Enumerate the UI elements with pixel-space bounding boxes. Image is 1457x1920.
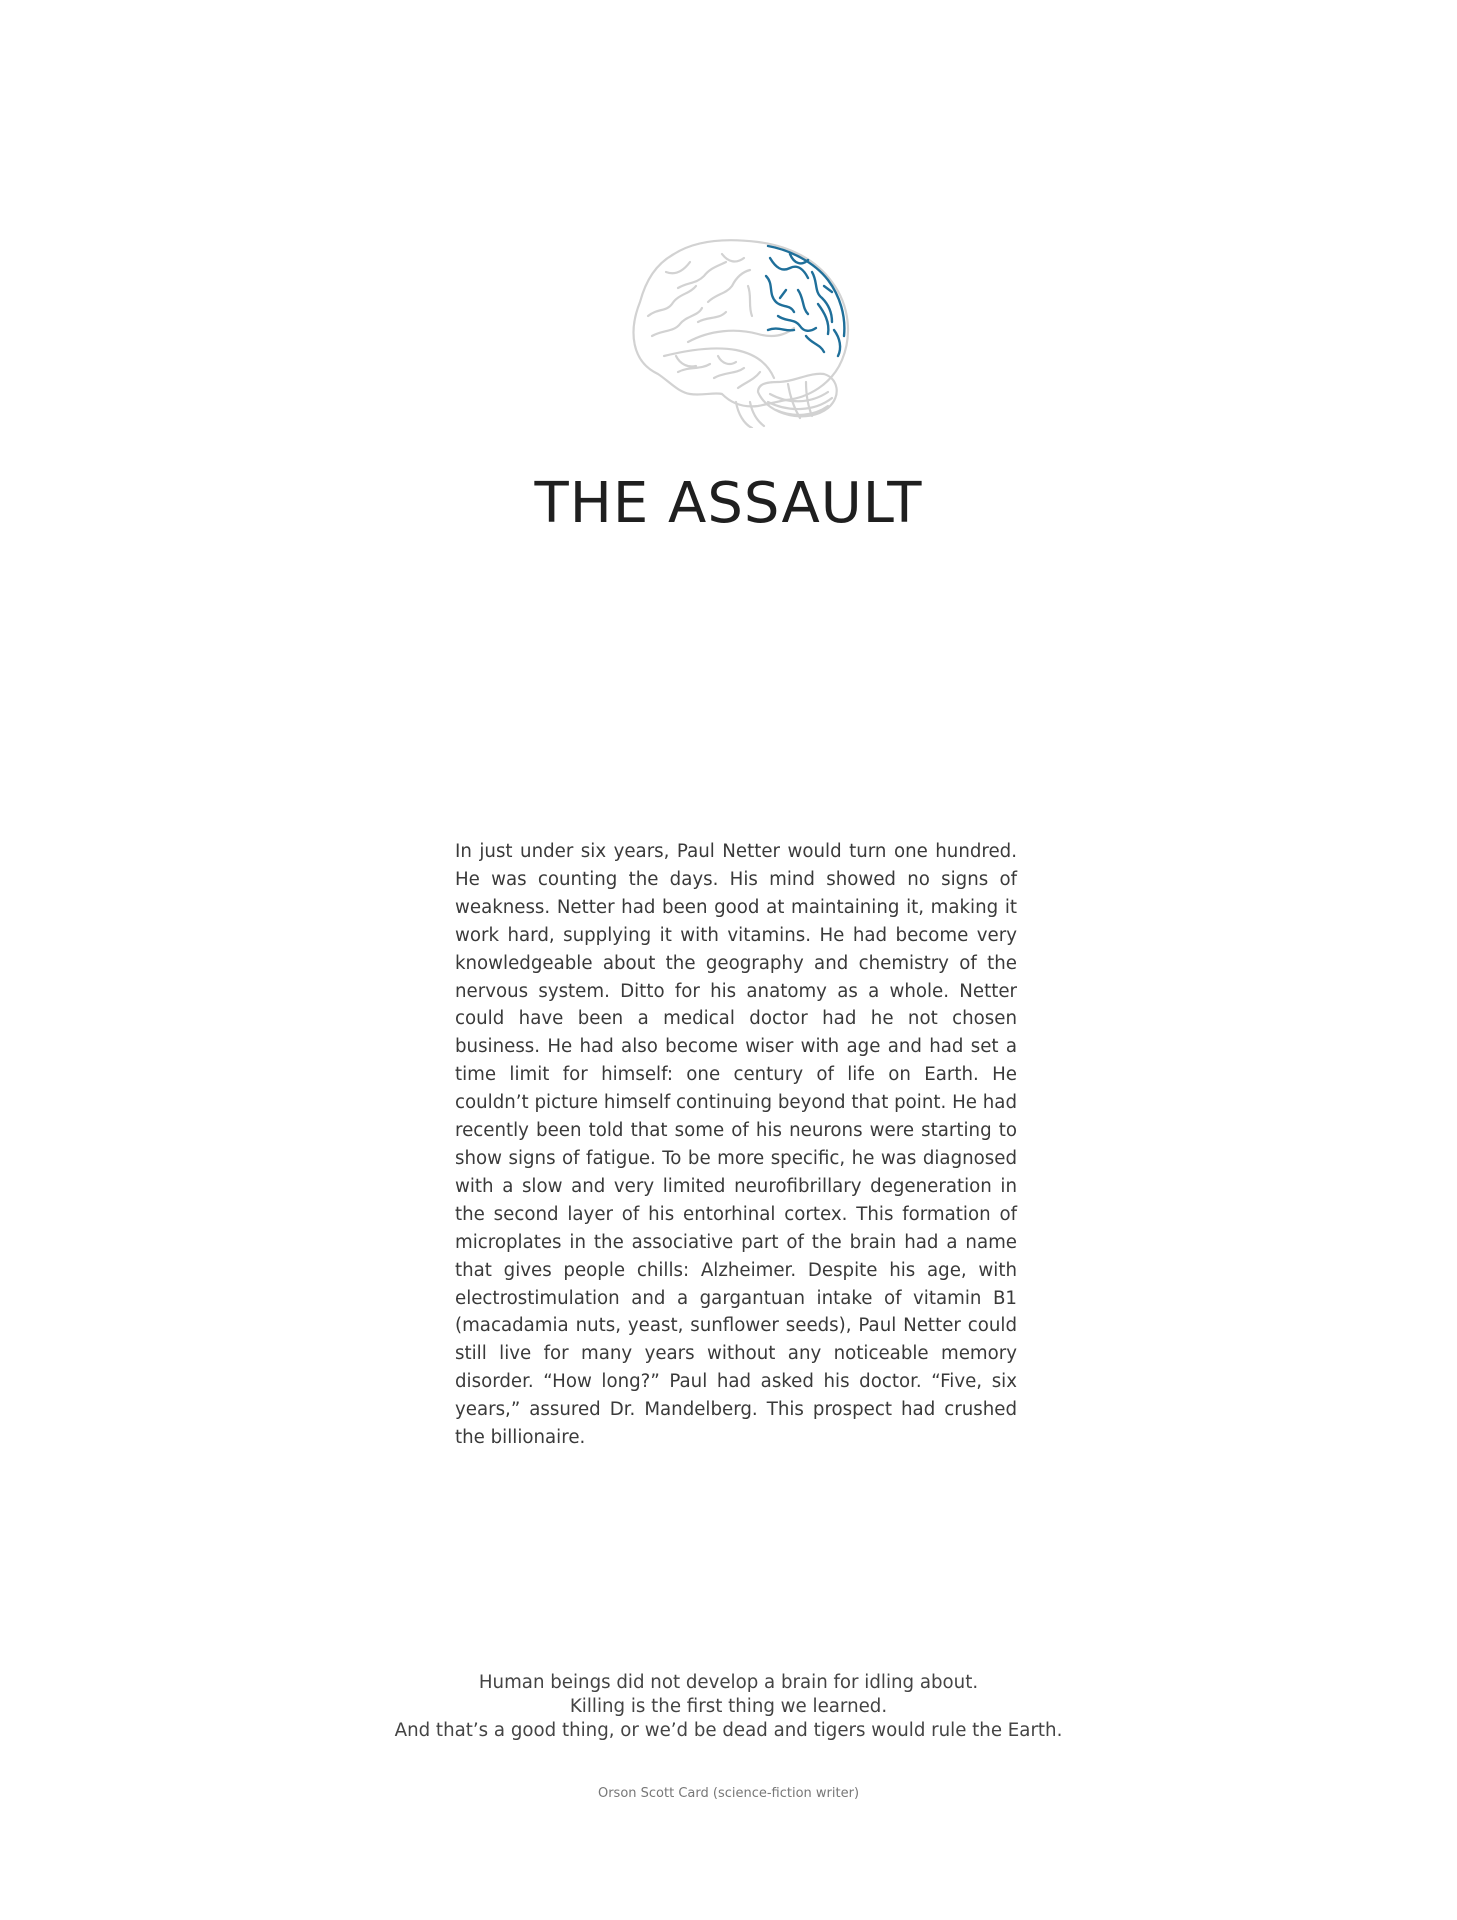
epigraph-line-3: And that’s a good thing, or we’d be dead and tigers would rule the Earth. xyxy=(394,1720,1063,1741)
chapter-title: THE ASSAULT xyxy=(534,471,923,536)
epigraph-attribution: Orson Scott Card (science-fiction writer) xyxy=(597,1786,860,1801)
epigraph-line-1: Human beings did not develop a brain for idling about. xyxy=(478,1672,979,1693)
body-paragraph: In just under six years, Paul Netter would turn one hundred. He was counting the days. His mind showed no signs of weakness. Netter had been good at maintaining it, making it work hard, supplying it with vitamins. He had become very knowledgeable about the geography and chemistry of the nervous system. Ditto for his anatomy as a whole. Netter could have been a medical doctor had he not chosen business. He had also become wiser with age and had set a time limit for himself: one century of life on Earth. He couldn’t picture himself continuing beyond that point. He had recently been told that some of his neurons were starting to show signs of fatigue. To be more specific, he was diagnosed with a slow and very limited neurofibrillary degeneration in the second layer of his entorhinal cortex. This formation of microplates in the associative part of the brain had a name that gives people chills: Alzheimer. Despite his age, with electrostimulation and a gargantuan intake of vitamin B1 (macadamia nuts, yeast, sunflower seeds), Paul Netter could still live for many years without any noticeable memory disorder. “How long?” Paul had asked his doctor. “Five, six years,” assured Dr. Mandelberg. This prospect had crushed the billionaire. xyxy=(455,841,1017,1449)
epigraph-quote xyxy=(0,1671,1457,1743)
brain-icon xyxy=(618,232,858,428)
brain-illustration xyxy=(618,232,858,428)
epigraph-line-2: Killing is the first thing we learned. xyxy=(569,1696,888,1717)
